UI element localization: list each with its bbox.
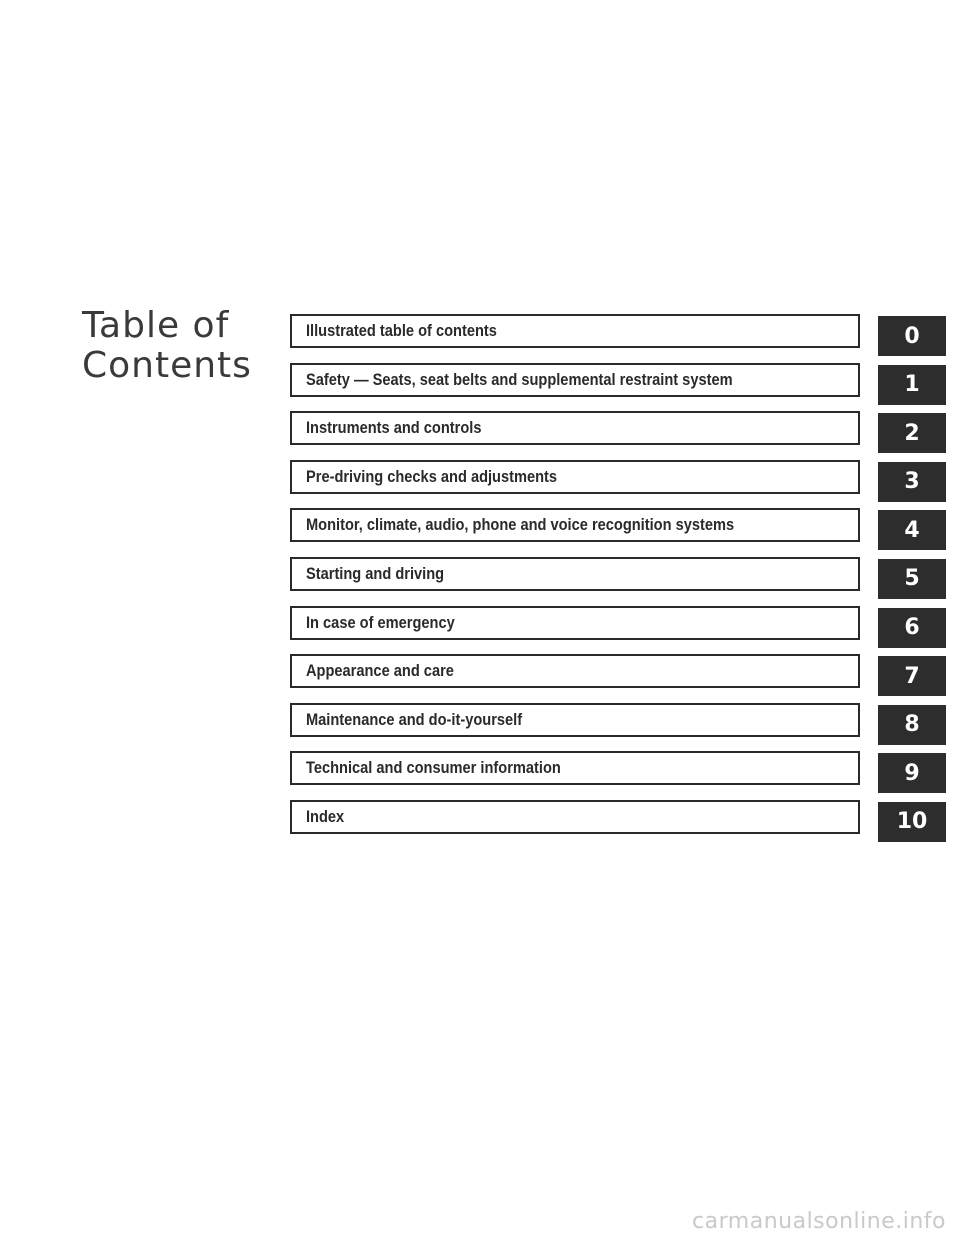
chapter-row-10[interactable] bbox=[290, 800, 946, 838]
chapter-tab-10[interactable]: 10 bbox=[878, 802, 946, 842]
chapter-tab-4[interactable]: 4 bbox=[878, 510, 946, 550]
chapter-label: Safety — Seats, seat belts and supplemental restraint system bbox=[306, 369, 733, 389]
watermark-text: carmanualsonline.info bbox=[692, 1209, 946, 1234]
chapter-link-instruments[interactable] bbox=[290, 411, 860, 445]
page-title bbox=[82, 306, 272, 386]
chapter-link-technical-info[interactable] bbox=[290, 751, 860, 785]
chapter-tab-2[interactable]: 2 bbox=[878, 413, 946, 453]
chapter-label: Monitor, climate, audio, phone and voice recognition systems bbox=[306, 515, 735, 535]
chapter-tab-1[interactable]: 1 bbox=[878, 365, 946, 405]
chapter-link-safety[interactable] bbox=[290, 363, 860, 397]
chapter-row-4[interactable] bbox=[290, 508, 946, 546]
chapter-row-7[interactable] bbox=[290, 654, 946, 692]
chapter-tab-8[interactable]: 8 bbox=[878, 705, 946, 745]
chapter-link-maintenance[interactable] bbox=[290, 703, 860, 737]
chapter-link-pre-driving[interactable] bbox=[290, 460, 860, 494]
chapter-row-2[interactable] bbox=[290, 411, 946, 449]
chapter-row-6[interactable] bbox=[290, 606, 946, 644]
page-title-line-1: Table of bbox=[82, 305, 230, 346]
chapter-link-emergency[interactable] bbox=[290, 606, 860, 640]
chapter-row-9[interactable] bbox=[290, 751, 946, 789]
chapter-label: Appearance and care bbox=[306, 661, 454, 681]
chapter-tab-6[interactable]: 6 bbox=[878, 608, 946, 648]
chapter-row-0[interactable] bbox=[290, 314, 946, 352]
chapter-label: Technical and consumer information bbox=[306, 758, 561, 778]
chapter-label: Instruments and controls bbox=[306, 418, 482, 438]
chapter-tab-5[interactable]: 5 bbox=[878, 559, 946, 599]
chapter-link-index[interactable] bbox=[290, 800, 860, 834]
chapter-link-illustrated-toc[interactable] bbox=[290, 314, 860, 348]
chapter-label: Starting and driving bbox=[306, 563, 445, 583]
chapter-label: Illustrated table of contents bbox=[306, 321, 497, 340]
chapter-label: In case of emergency bbox=[306, 612, 455, 632]
chapter-tab-3[interactable]: 3 bbox=[878, 462, 946, 502]
chapter-tab-7[interactable]: 7 bbox=[878, 656, 946, 696]
chapter-link-appearance-care[interactable] bbox=[290, 654, 860, 688]
chapter-list bbox=[290, 314, 946, 849]
chapter-label: Maintenance and do-it-yourself bbox=[306, 709, 523, 729]
chapter-tab-9[interactable]: 9 bbox=[878, 753, 946, 793]
chapter-row-1[interactable] bbox=[290, 363, 946, 401]
chapter-link-starting-driving[interactable] bbox=[290, 557, 860, 591]
chapter-row-8[interactable] bbox=[290, 703, 946, 741]
chapter-label: Index bbox=[306, 806, 345, 826]
chapter-tab-0[interactable]: 0 bbox=[878, 316, 946, 356]
chapter-row-5[interactable] bbox=[290, 557, 946, 595]
page-title-line-2: Contents bbox=[82, 345, 252, 386]
chapter-link-monitor-climate[interactable] bbox=[290, 508, 860, 542]
chapter-row-3[interactable] bbox=[290, 460, 946, 498]
chapter-label: Pre-driving checks and adjustments bbox=[306, 466, 558, 486]
